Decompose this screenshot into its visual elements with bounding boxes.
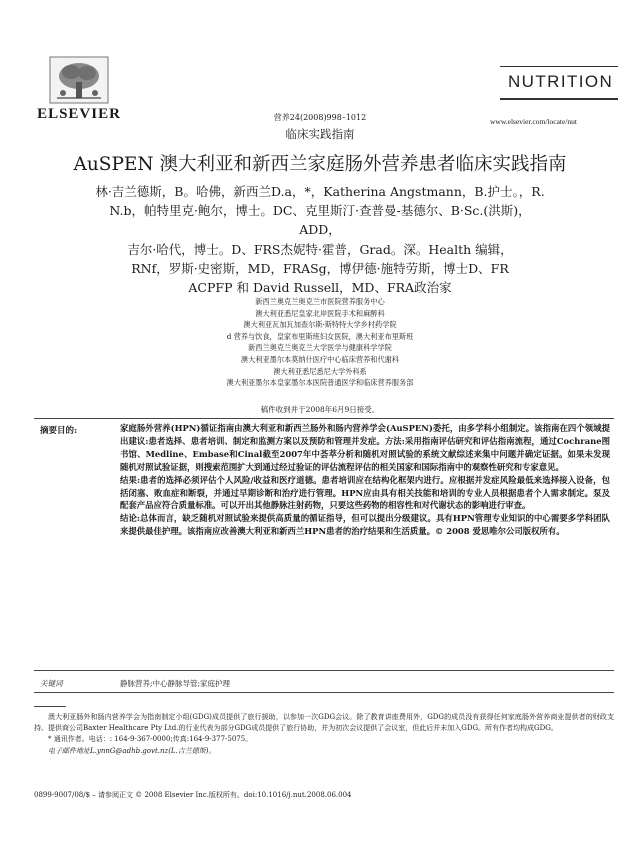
author-list [90,182,550,297]
author-line: N.b，帕特里克·鲍尔，博士。DC、克里斯汀·查普曼-基德尔、B·Sc.(洪斯)， [109,203,531,219]
affiliation: 新西兰奥克兰奥克兰市医院营养服务中心 [255,297,385,306]
journal-rule-bottom [500,98,618,100]
article-category: 临床实践指南 [285,127,355,141]
author-email: 电子邮件地址L.ynnG@adhb.govt.nz(L.吉兰德斯)。 [48,746,216,755]
author-line: RNf，罗斯·史密斯，MD，FRASg，博伊德·施特劳斯，博士D、FR [131,260,509,276]
affiliation: 澳大利亚瓦加瓦加查尔斯·斯特特大学乡村药学院 [243,320,397,330]
footnote-block [34,712,614,757]
abstract-label: 摘要目的: [40,426,78,436]
journal-website-link[interactable]: www.elsevier.com/locate/nut [490,117,577,126]
funding-note: 澳大利亚肠外和肠内营养学会为指南制定小组(GDG)成员提供了旅行援助，以参加一次GDG会议。除了教育讲座费用外，GDG的成员没有获得任何家庭肠外营养商业提供者的财政支持。提供商公司Baxter Healthcare Pty Ltd.的行业代表为部分GDG成员提供了旅行协助，并为初次会议提供了会议室，但此后并未加入GDG。所有作者均构成GDG。 [34,713,614,733]
citation: 营养24(2008)998–1012 [273,113,367,122]
keywords-top-rule [34,670,614,671]
affiliation: 澳大利亚墨尔本莫纳什医疗中心临床营养和代谢科 [240,354,400,364]
affiliation: 澳大利亚悉尼皇家北岸医院手术和麻醉科 [255,308,385,318]
abstract-paragraph: 结果:患者的选择必须评估个人风险/收益和医疗道德。患者培训应在结构化框架内进行。应根据并发症风险最低来选择接入设备，包括闭塞、败血症和断裂，并通过早期诊断和治疗进行管理。HPN应由具有相关技能和培训的专业人员根据患者个人需求制定。泵及配套产品应符合质量标准。可以开出其他静脉注射药物，只要这些药物的相容性和对代谢状态的影响进行审查。 [120,474,610,511]
received-date: 稿件收到并于2008年6月9日接受。 [260,405,380,414]
journal-name: NUTRITION [508,72,614,91]
keywords-text: 静脉营养;中心静脉导管;家庭护理 [120,679,231,688]
publisher-logo-text: ELSEVIER [37,106,121,122]
copyright-doi-line: 0899-9007/08/$ – 请参阅正文 © 2008 Elsevier Inc.版权所有。doi:10.1016/j.nut.2008.06.004 [34,791,352,799]
abstract-body [120,422,610,538]
affiliation: 澳大利亚墨尔本皇家墨尔本医院普通医学和临床营养服务部 [226,378,414,388]
affiliation: 澳大利亚悉尼悉尼大学外科系 [273,366,367,376]
keywords-bottom-rule [34,692,614,693]
author-line: 林·吉兰德斯，B。哈佛，新西兰D.a，*，Katherina Angstmann，B.护士。，R. [95,184,545,199]
abstract-paragraph: 家庭肠外营养(HPN)循证指南由澳大利亚和新西兰肠外和肠内营养学会(AuSPEN)委托，由多学科小组制定。该指南在四个领域提出建议:患者选择、患者培训、制定和监测方案以及预防和管理并发症。方法:采用指南评估研究和评估指南流程，通过Cochrane图书馆、Medline、Embase和Cinal截至2007年中荟萃分析和随机对照试验的系统文献综述来集中问题并确定证据。如果未发现随机对照试验证据，则搜索范围扩大到通过经过验证的评估流程评估的相关国家和国际指南中的观察性研究和专家意见。 [120,423,610,472]
corresponding-author: * 通讯作者。电话：: 164-9-367-0000;传真:164-9-377-5075。 [48,735,253,744]
elsevier-tree-logo [49,56,109,104]
article-title: AuSPEN 澳大利亚和新西兰家庭肠外营养患者临床实践指南 [73,154,567,175]
keywords-label: 关键词 [40,679,63,688]
footnote-rule [34,706,66,707]
journal-rule-top [500,66,618,67]
affiliation: 新西兰奥克兰奥克兰大学医学与健康科学学院 [248,343,392,353]
author-line: ACPFP 和 David Russell，MD、FRA政治家 [188,280,452,296]
abstract-top-rule [34,418,614,419]
abstract-paragraph: 结论:总体而言，缺乏随机对照试验来提供高质量的循证指导，但可以提出分级建议。具有HPN管理专业知识的中心需要多学科团队来提供最佳护理。该指南应改善澳大利亚和新西兰HPN患者的治疗结果和生活质量。© 2008 爱思唯尔公司版权所有。 [120,513,610,537]
author-line: 吉尔·哈代，博士。D、FRS杰妮特·霍普，Grad。深。Health 编辑， [127,241,513,257]
affiliation-list [120,296,520,389]
affiliation: d 营养与饮食，皇家布里斯班妇女医院，澳大利亚布里斯班 [226,331,414,341]
author-line: ADD， [299,222,341,238]
